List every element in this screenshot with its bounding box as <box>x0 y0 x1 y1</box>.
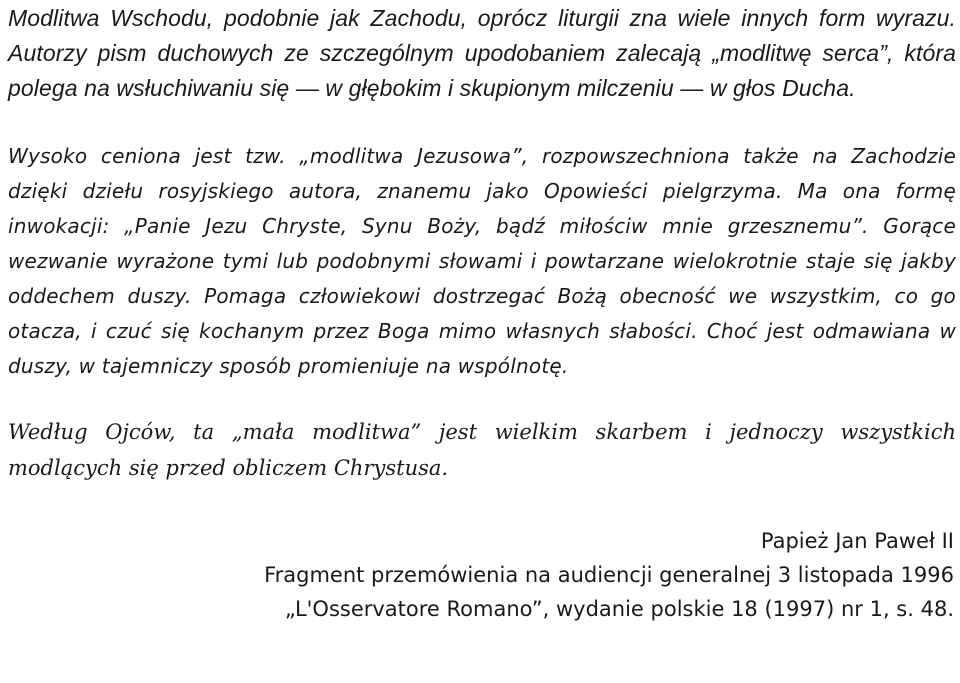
paragraph-jesus-prayer: Wysoko ceniona jest tzw. „modlitwa Jezusowa”, rozpowszechniona także na Zachodzie dzięki dziełu rosyjskiego autora, znanemu jako Opowieści pielgrzyma. Ma ona formę inwokacji: „Panie Jezu Chryste, Synu Boży, bądź miłościw mnie grzesznemu”. Gorące wezwanie wyrażone tymi lub podobnymi słowami i powtarzane wielokrotnie staje się jakby oddechem duszy. Pomaga człowiekowi dostrzegać Bożą obecność we wszystkim, co go otacza, i czuć się kochanym przez Boga mimo własnych słabości. Choć jest odmawiana w duszy, w tajemniczy sposób promieniuje na wspólnotę. <box>8 144 956 378</box>
author-name: Papież Jan Paweł II <box>760 529 954 553</box>
signature-block <box>8 524 956 626</box>
paragraph-prayer-of-the-east: Modlitwa Wschodu, podobnie jak Zachodu, oprócz liturgii zna wiele innych form wyrazu. Autorzy pism duchowych ze szczególnym upodobaniem zalecają „modlitwę serca”, która polega na wsłuchiwaniu się — w głębokim i skupionym milczeniu — w głos Ducha. <box>8 5 956 101</box>
paragraph-little-prayer: Według Ojców, ta „mała modlitwa” jest wielkim skarbem i jednoczy wszystkich modlących się przed obliczem Chrystusa. <box>8 420 956 480</box>
document-page <box>8 0 956 626</box>
source-line-1: Fragment przemówienia na audiencji generalnej 3 listopada 1996 <box>264 563 954 587</box>
source-line-2: „L'Osservatore Romano”, wydanie polskie 18 (1997) nr 1, s. 48. <box>284 597 954 621</box>
